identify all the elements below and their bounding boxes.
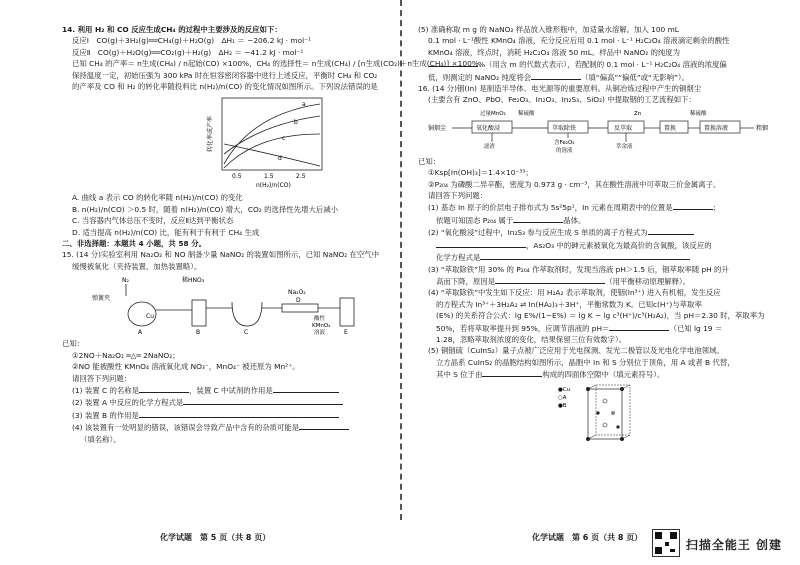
flow-box-3-label: 反萃取 xyxy=(614,124,633,132)
flow-box-5-label: 置换溶液 xyxy=(704,124,729,132)
q16-p2-text-b: ，As₂O₃ 中的砷元素被氧化为最高价的含氧酸，该反应的 xyxy=(526,240,712,250)
app-utube-c xyxy=(232,302,262,326)
q16-part-3: (3) “萃取除铁”用 30% 的 P₂₀₄ 作萃取剂时，发现当溶液 pH＞1.5 后，铟萃取率随 pH 的升 xyxy=(428,264,729,274)
xtick-2: 1.5 xyxy=(264,173,274,181)
flow-sub-2: 含Fe₂O₃ xyxy=(554,139,575,146)
cell-legend-b: ●B xyxy=(558,402,567,409)
q15-ask: 请回答下列问题： xyxy=(72,373,132,383)
scanner-watermark: 扫描全能王 创建 xyxy=(685,538,782,552)
q14-option-b: B. n(H₂)/n(CO) ＞0.5 时，随着 n(H₂)/n(CO) 增大，CO₂ 的选择性先增大后减小 xyxy=(72,204,339,214)
app-n2: N₂ xyxy=(122,277,129,285)
curve-c xyxy=(224,134,320,168)
q16-part-5b: 立方晶系 CuInS₂ 的晶胞结构如图所示，晶胞中 In 和 S 分别位于顶角，用 A 或者 B 代替， xyxy=(436,357,735,367)
app-label-c: C xyxy=(244,329,249,337)
q16-p1-blank-2[interactable] xyxy=(513,214,563,223)
app-na2o2: Na₂O₂ xyxy=(288,289,306,297)
flow-top-4: 稀硫酸 xyxy=(690,110,707,117)
q16-p1-text-a: (1) 基态 In 原子的价层电子排布式为 5s²5p¹，In 元素在周期表中的位置是 xyxy=(428,203,673,213)
q16-part-4b: 的方程式为 In³⁺＋3H₂A₂ ⇌ In(HA₂)₃＋3H⁺，平衡常数为 K。已知c(H⁺)与萃取率 xyxy=(436,299,702,309)
flow-sub-1: 滤渣 xyxy=(484,143,496,150)
q16-p2-blank-1[interactable] xyxy=(648,226,694,235)
flow-top-1: 过量MnO₂ xyxy=(480,110,506,117)
q16-p4-text-e: （已知 lg 19 ＝ xyxy=(669,323,723,333)
app-kmno4-2: KMnO₄ xyxy=(312,323,331,330)
q14-stem: 14. 利用 H₂ 和 CO 反应生成CH₄ 的过程中主要涉及的反应如下： xyxy=(62,25,282,34)
q16-known-title: 已知： xyxy=(418,156,441,166)
cell-frame xyxy=(588,389,622,439)
flow-top-2: 稀硫酸 xyxy=(518,110,535,117)
q16-p3-text-c: （用平衡移动原理解释）。 xyxy=(605,276,691,286)
q15-5-line-1: (5) 准确称取 m g 的 NaNO₂ 样品放入锥形瓶中，加适量水溶解。加入 100 mL xyxy=(418,25,679,34)
q16-part-1 xyxy=(418,201,784,213)
q16-p3-text-b: 高而下降，原因是 xyxy=(436,276,496,286)
flow-box-4-label: 置换 xyxy=(664,124,677,132)
section-2-title: 二、非选择题：本题共 4 小题，共 58 分。 xyxy=(62,239,206,249)
footer-page-5: 化学试题 第 5 页（共 8 页） xyxy=(160,533,271,542)
curve-a xyxy=(224,104,320,164)
q15-5-line-3 xyxy=(418,47,784,58)
q15-known-2: ②NO 能被酸性 KMnO₄ 溶液氧化成 NO₃⁻，MnO₄⁻ 被还原为 Mn²⁺。 xyxy=(72,362,300,372)
flowchart-svg xyxy=(428,108,788,154)
curve-label-d: d xyxy=(278,155,282,163)
xtick-1: 0.5 xyxy=(232,173,242,181)
q16-p1-text-b: ； xyxy=(712,203,720,213)
q16-p2-text-a: (2) “氧化酸浸”过程中，In₂S₃ 参与反应生成 S 单质的离子方程式为 xyxy=(428,228,648,238)
q15-5-line-4 xyxy=(418,58,784,70)
flow-end: 粗铟 xyxy=(756,124,769,132)
q15-5-line-5 xyxy=(418,71,784,83)
q15-p3-text: (3) 装置 B 的作用是 xyxy=(72,410,139,420)
q15-known-title: 已知： xyxy=(62,339,85,349)
q14-option-d: D. 适当提高 n(H₂)/n(CO) 比，能有利于有利于 CH₄ 生成 xyxy=(72,227,260,237)
q15-p1-blank-1[interactable] xyxy=(139,384,189,393)
app-cu: Cu xyxy=(146,313,154,321)
q16-part-3b xyxy=(418,275,784,287)
q15-5-blank-2[interactable] xyxy=(531,71,581,80)
footer-page-6: 化学试题 第 6 页（共 8 页） xyxy=(532,533,643,542)
q15-p3-blank[interactable] xyxy=(139,409,339,418)
graph-ylabel: 转化率或产率 xyxy=(207,116,214,153)
q16-part-4d xyxy=(418,322,784,334)
flow-start: 铜烟尘 xyxy=(428,124,447,132)
q15-part-3 xyxy=(62,409,388,421)
q16-p4-text-d: 50%，若将萃取率提升到 95%，应调节溶液的 pH＝ xyxy=(436,323,610,333)
app-spring-clamp: 弹簧夹 xyxy=(92,295,111,303)
q15-p2-blank[interactable] xyxy=(183,396,343,405)
flow-sub-3: 的溶液 xyxy=(556,147,573,154)
curve-b xyxy=(224,116,320,154)
q16-p5-text-c: 其中 S 位于由 xyxy=(436,370,483,380)
q16-part-4a: (4) “萃取除铁”中发生如下反应：用 H₂A₂ 表示萃取剂，使铟(In³⁺) 进入有机相，发生反应 xyxy=(428,288,721,298)
app-bottle-b xyxy=(192,300,206,326)
q14-option-a: A. 曲线 a 表示 CO 的转化率随 n(H₂)/n(CO) 的变化 xyxy=(72,193,243,203)
app-label-a: A xyxy=(138,329,143,337)
q16-part-1b xyxy=(418,214,784,226)
flow-top-3: Zn xyxy=(634,110,642,117)
q15-p4-blank[interactable] xyxy=(299,421,349,430)
flow-box-2-label: 萃取除铁 xyxy=(552,124,577,132)
page-6 xyxy=(400,0,800,565)
q16-p1-text-c: 依题可知固态 P₂₀₄ 属于 xyxy=(436,215,514,225)
q16-known-1: ①Ksp[In(OH)₃]＝1.4×10⁻³³； xyxy=(428,168,533,178)
q16-line-1: 16. (14 分)铟(In) 是制造半导体、电光源等的重要原料。从铜冶炼过程中产生的铜烟尘 xyxy=(418,84,702,94)
crystal-cell-svg xyxy=(558,383,638,443)
q16-part-2b xyxy=(418,239,784,251)
apparatus-svg xyxy=(82,274,382,336)
q15-5-line-2: 0.1 mol · L⁻¹酸性 KMnO₄ 溶液，充分反应后用 0.1 mol · L⁻¹ H₂C₂O₄ 溶液滴定剩余的酸性 xyxy=(428,36,730,46)
q15-5-line-5-text-b: （填“偏高”“偏低”或“无影响”）。 xyxy=(580,72,689,82)
q16-part-4f: 1.28，忽略萃取剂浓度的变化，结果保留三位有效数字）。 xyxy=(436,334,627,344)
q16-part-5c xyxy=(418,368,784,380)
q16-known-2: ②P₂₀₄ 为磷酸二异辛酯，密度为 0.973 g · cm⁻³，其在酸性溶液中可萃取三价金属离子。 xyxy=(428,179,721,189)
q14-option-c: C. 当容器内气体总压不变时，反应Ⅱ达到平衡状态 xyxy=(72,216,234,226)
q16-p4-blank[interactable] xyxy=(609,322,669,331)
q15-part-1 xyxy=(62,384,388,396)
q14-reaction-2: 反应Ⅱ CO(g)＋H₂O(g)══CO₂(g)＋H₂(g) ΔH₂ ＝ −41.2 kJ · mol⁻¹ xyxy=(72,47,304,57)
q14-graph-svg xyxy=(182,94,342,190)
q16-ask: 请回答下列问题： xyxy=(428,191,488,201)
curve-label-b: b xyxy=(294,119,298,127)
flow-box-1-label: 氧化酸浸 xyxy=(476,124,501,132)
xtick-3: 2.5 xyxy=(296,173,306,181)
graph-xlabel: n(H₂)/n(CO) xyxy=(256,182,291,190)
q15-p1-text-b: ，装置 C 中试剂的作用是 xyxy=(189,385,273,395)
q16-line-2: (主要含有 ZnO、PbO、Fe₂O₃、In₂O₃、In₂S₃、SiO₂) 中提取铟的工艺流程如下： xyxy=(428,95,696,105)
curve-d xyxy=(224,144,320,166)
q15-p1-blank-2[interactable] xyxy=(273,384,339,393)
q15-apparatus xyxy=(62,274,388,336)
q16-p2-text-c: 化学方程式是 xyxy=(436,253,481,263)
flow-sub-4: 萃余液 xyxy=(616,143,633,150)
q16-p5-text-d: 构成的四面体空隙中（填元素符号）。 xyxy=(542,370,665,380)
q15-p1-text-a: (1) 装置 C 的名称是 xyxy=(72,385,140,395)
q16-p1-blank-1[interactable] xyxy=(673,201,713,210)
app-kmno4-3: 溶液 xyxy=(314,330,326,337)
q15-p4-text-a: (4) 该装置有一处明显的错误，该错误会导致产品中含有的杂质可能是 xyxy=(72,423,300,433)
q16-p2-blank-2[interactable] xyxy=(436,239,526,248)
q14-graph xyxy=(62,94,388,190)
q15-part-2 xyxy=(62,396,388,408)
q16-flowchart xyxy=(418,108,784,154)
q16-part-2c xyxy=(418,251,784,263)
q15-part-4b: （填名称）。 xyxy=(80,434,121,444)
q14-definition: 已知 CH₄ 的产率＝ n生成(CH₄) / n起始(CO) ×100%，CH₄ 的选择性＝ n生成(CH₄) / [n生成(CO₂)＋n生成(CH₄)] ×100%。 xyxy=(72,59,487,69)
app-kmno4-1: 酸性 xyxy=(314,316,326,323)
q15-5-line-4-text: %（用含 m 的代数式表示），若配制的 0.1 mol · L⁻¹ H₂C₂O₄ 溶液的浓度偏 xyxy=(478,60,727,70)
cell-legend-cu: ●Cu xyxy=(558,386,571,393)
cell-legend-a: ○A xyxy=(558,394,567,401)
q15-p2-text: (2) 装置 A 中反应的化学方程式是 xyxy=(72,398,184,408)
q15-5-line-5-text-a: 低，则测定的 NaNO₂ 纯度将会 xyxy=(428,72,531,82)
q14-condition-1: 保持温度一定，初始压强为 300 kPa 时在恒容密闭容器中进行上述反应，平衡时 CH₄ 和 CO₂ xyxy=(72,70,378,80)
app-label-b: B xyxy=(196,329,201,337)
q14-condition-2: 的产率及 CO 和 H₂ 的转化率随投料比 n(H₂)/n(CO) 的变化情况如图所示。下列说法错误的是 xyxy=(72,82,378,92)
q15-part-4 xyxy=(62,421,388,433)
q16-p1-text-d: 晶体。 xyxy=(563,215,586,225)
q14-reaction-1: 反应Ⅰ CO(g)＋3H₂(g)══CH₄(g)＋H₂O(g) ΔH₁ ＝ −206.2 kJ · mol⁻¹ xyxy=(72,36,311,46)
q16-p2-blank-3[interactable] xyxy=(480,251,690,260)
q15-known-1: ①2NO＋Na₂O₂ ═△═ 2NaNO₂； xyxy=(72,350,180,360)
app-tube-d xyxy=(282,304,318,312)
q15-5-blank-1[interactable] xyxy=(428,58,478,67)
app-dilute-hno3: 稀HNO₃ xyxy=(182,277,205,285)
qr-code-icon xyxy=(652,529,680,557)
q16-crystal-cell xyxy=(418,383,784,443)
q16-p5-blank[interactable] xyxy=(482,368,542,377)
q15-5-line-3-text: KMnO₄ 溶液，终点时，消耗 H₂C₂O₄ 溶液 50 mL。样品中 NaNO₂ 的纯度为 xyxy=(428,47,681,57)
q15-stem-1: 15. (14 分)实验室利用 Na₂O₂ 和 NO 制备少量 NaNO₂ 的装置如图所示，已知 NaNO₂ 在空气中 xyxy=(62,250,380,260)
curve-label-a: a xyxy=(302,101,306,109)
q16-part-2 xyxy=(418,226,784,238)
q16-p3-blank[interactable] xyxy=(495,275,605,284)
q16-part-5a: (5) 铜铟硫（CuInS₂）量子点被广泛应用于光电探测、发光二极管以及光电化学电池领域。 xyxy=(428,346,724,356)
app-bottle-e xyxy=(340,298,354,326)
curve-label-c: c xyxy=(282,135,286,143)
q15-stem-2: 缓慢被氧化（夹持装置、加热装置略）。 xyxy=(72,261,202,271)
app-label-e: E xyxy=(344,329,348,337)
q16-part-4c: (E%) 的关系符合公式：lg E%/(1−E%) ＝ lg K − lg c³(H⁺)/c³(H₂A₂)，当 pH＝2.30 时，萃取率为 xyxy=(436,311,765,321)
app-label-d: D xyxy=(296,297,301,305)
